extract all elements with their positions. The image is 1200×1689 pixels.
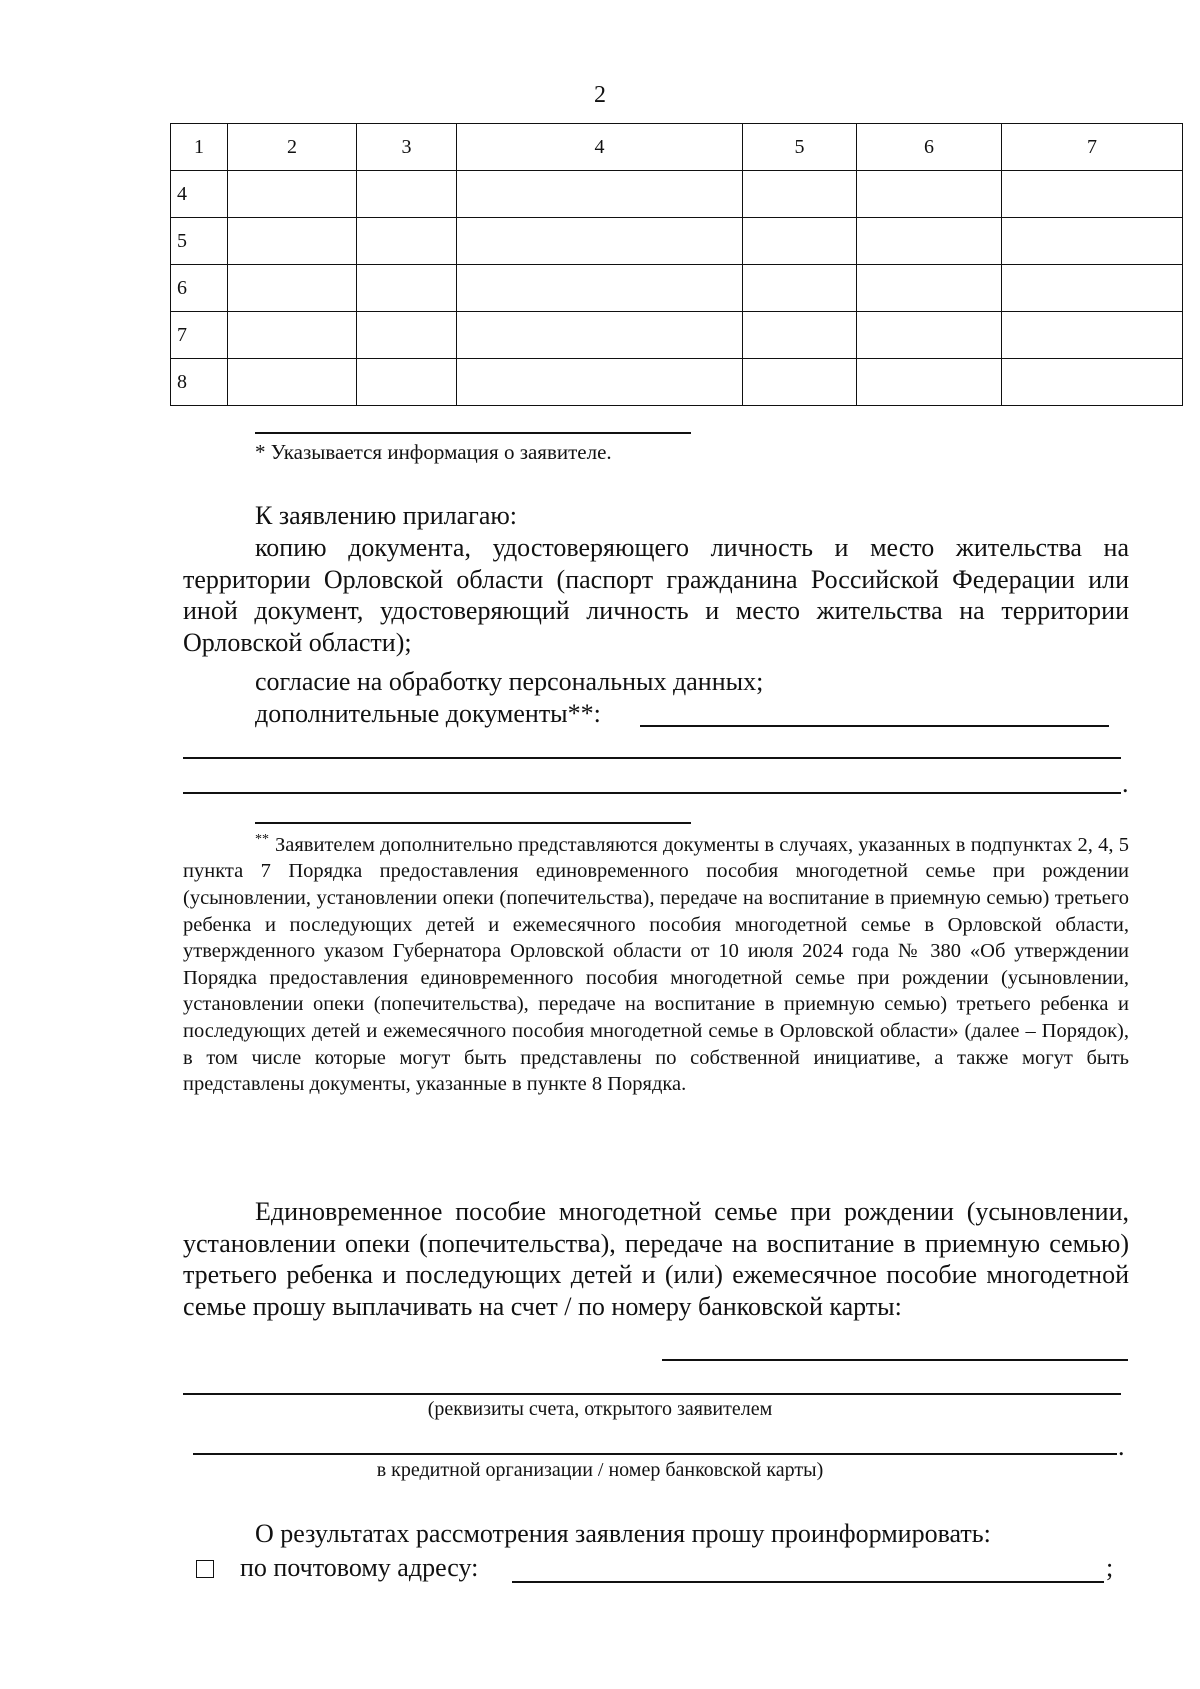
table-cell[interactable] bbox=[743, 171, 857, 218]
table-cell[interactable] bbox=[457, 171, 743, 218]
table-header-cell: 2 bbox=[228, 124, 357, 171]
table-cell[interactable] bbox=[457, 312, 743, 359]
table-cell[interactable] bbox=[357, 171, 457, 218]
table-header-cell: 4 bbox=[457, 124, 743, 171]
postal-address-line[interactable] bbox=[512, 1581, 1104, 1583]
table-row bbox=[171, 359, 1183, 406]
table-cell[interactable] bbox=[1002, 171, 1183, 218]
postal-address-label: по почтовому адресу: bbox=[240, 1553, 479, 1582]
footnote-text: Заявителем дополнительно представляются документы в случаях, указанных в подпунктах 2, 4, 5 пункта 7 Порядка предоставления единовременного пособия многодетной семье при рождении (усыновлении, установлении опеки (попечительства), передаче на воспитание в приемную семью) третьего ребенка и последующих детей и ежемесячного пособия многодетной семье в Орловской области, утвержденного указом Губернатора Орловской области от 10 июля 2024 года № 380 «Об утверждении Порядка предоставления единовременного пособия многодетной семье при рождении (усыновлении, установлении опеки (попечительства), передаче на воспитание в приемную семью) третьего ребенка и последующих детей и ежемесячного пособия многодетной семье в Орловской области» (далее – Порядок), в том числе которые могут быть представлены по собственной инициативе, а также могут быть представлены документы, указанные в пункте 8 Порядка. bbox=[183, 833, 1129, 1096]
table-cell[interactable] bbox=[228, 265, 357, 312]
additional-documents-period: . bbox=[1122, 769, 1129, 798]
additional-documents-line-1[interactable] bbox=[640, 725, 1109, 727]
data-table bbox=[170, 123, 1183, 406]
table-cell[interactable] bbox=[357, 218, 457, 265]
table-cell[interactable] bbox=[357, 312, 457, 359]
table-cell[interactable] bbox=[857, 218, 1002, 265]
bank-details-period: . bbox=[1118, 1432, 1125, 1461]
table-cell[interactable] bbox=[1002, 218, 1183, 265]
table-row bbox=[171, 218, 1183, 265]
footnote-applicant: * Указывается информация о заявителе. bbox=[255, 440, 612, 464]
table-header-cell: 7 bbox=[1002, 124, 1183, 171]
table-header-cell: 5 bbox=[743, 124, 857, 171]
table-cell[interactable] bbox=[1002, 359, 1183, 406]
table-cell[interactable] bbox=[228, 359, 357, 406]
table-cell[interactable] bbox=[857, 359, 1002, 406]
attachment-item-identity-document: копию документа, удостоверяющего личность и место жительства на территории Орловской области (паспорт гражданина Российской Федерации или иной документ, удостоверяющий личность и место жительства на территории Орловской области); bbox=[183, 533, 1129, 657]
table-row bbox=[171, 265, 1183, 312]
footnote-divider bbox=[255, 432, 691, 434]
table-cell[interactable] bbox=[743, 359, 857, 406]
table-row bbox=[171, 312, 1183, 359]
row-number-cell: 8 bbox=[171, 359, 228, 406]
table-header-cell: 3 bbox=[357, 124, 457, 171]
results-heading: О результатах рассмотрения заявления прошу проинформировать: bbox=[255, 1519, 991, 1548]
footnote-divider bbox=[255, 822, 691, 824]
table-cell[interactable] bbox=[743, 265, 857, 312]
postal-address-semicolon: ; bbox=[1106, 1553, 1114, 1582]
bank-details-caption: (реквизиты счета, открытого заявителем bbox=[427, 1398, 773, 1420]
additional-documents-line-2[interactable] bbox=[183, 757, 1121, 759]
attachments-heading: К заявлению прилагаю: bbox=[255, 501, 518, 530]
row-number-cell: 6 bbox=[171, 265, 228, 312]
bank-details-line-1[interactable] bbox=[662, 1359, 1128, 1361]
bank-details-caption-2: в кредитной организации / номер банковской карты) bbox=[376, 1459, 824, 1481]
table-cell[interactable] bbox=[457, 218, 743, 265]
table-header-cell: 1 bbox=[171, 124, 228, 171]
postal-address-checkbox[interactable] bbox=[196, 1560, 214, 1578]
additional-documents-line-3[interactable] bbox=[183, 792, 1121, 794]
bank-details-line-3[interactable] bbox=[193, 1453, 1117, 1455]
table-cell[interactable] bbox=[228, 171, 357, 218]
table-cell[interactable] bbox=[228, 218, 357, 265]
row-number-cell: 7 bbox=[171, 312, 228, 359]
table-cell[interactable] bbox=[357, 359, 457, 406]
page-number: 2 bbox=[594, 82, 606, 108]
row-number-cell: 4 bbox=[171, 171, 228, 218]
table-cell[interactable] bbox=[1002, 312, 1183, 359]
table-cell[interactable] bbox=[457, 359, 743, 406]
attachment-item-consent: согласие на обработку персональных данных; bbox=[255, 667, 764, 696]
table-cell[interactable] bbox=[457, 265, 743, 312]
table-cell[interactable] bbox=[857, 312, 1002, 359]
table-header-cell: 6 bbox=[857, 124, 1002, 171]
row-number-cell: 5 bbox=[171, 218, 228, 265]
table-cell[interactable] bbox=[1002, 265, 1183, 312]
table-cell[interactable] bbox=[857, 265, 1002, 312]
table-cell[interactable] bbox=[357, 265, 457, 312]
table-row bbox=[171, 171, 1183, 218]
attachment-item-additional-label: дополнительные документы**: bbox=[255, 699, 601, 728]
table-cell[interactable] bbox=[228, 312, 357, 359]
table-cell[interactable] bbox=[743, 218, 857, 265]
bank-details-line-2[interactable] bbox=[183, 1393, 1121, 1395]
footnote-mark: ** bbox=[255, 832, 269, 847]
table-header-row bbox=[171, 124, 1183, 171]
footnote-additional-documents bbox=[183, 827, 1129, 1098]
payment-request-text: Единовременное пособие многодетной семье при рождении (усыновлении, установлении опеки (попечительства), передаче на воспитание в приемную семью) третьего ребенка и последующих детей и (или) ежемесячное пособие многодетной семье прошу выплачивать на счет / по номеру банковской карты: bbox=[183, 1197, 1129, 1321]
table-cell[interactable] bbox=[857, 171, 1002, 218]
table-cell[interactable] bbox=[743, 312, 857, 359]
